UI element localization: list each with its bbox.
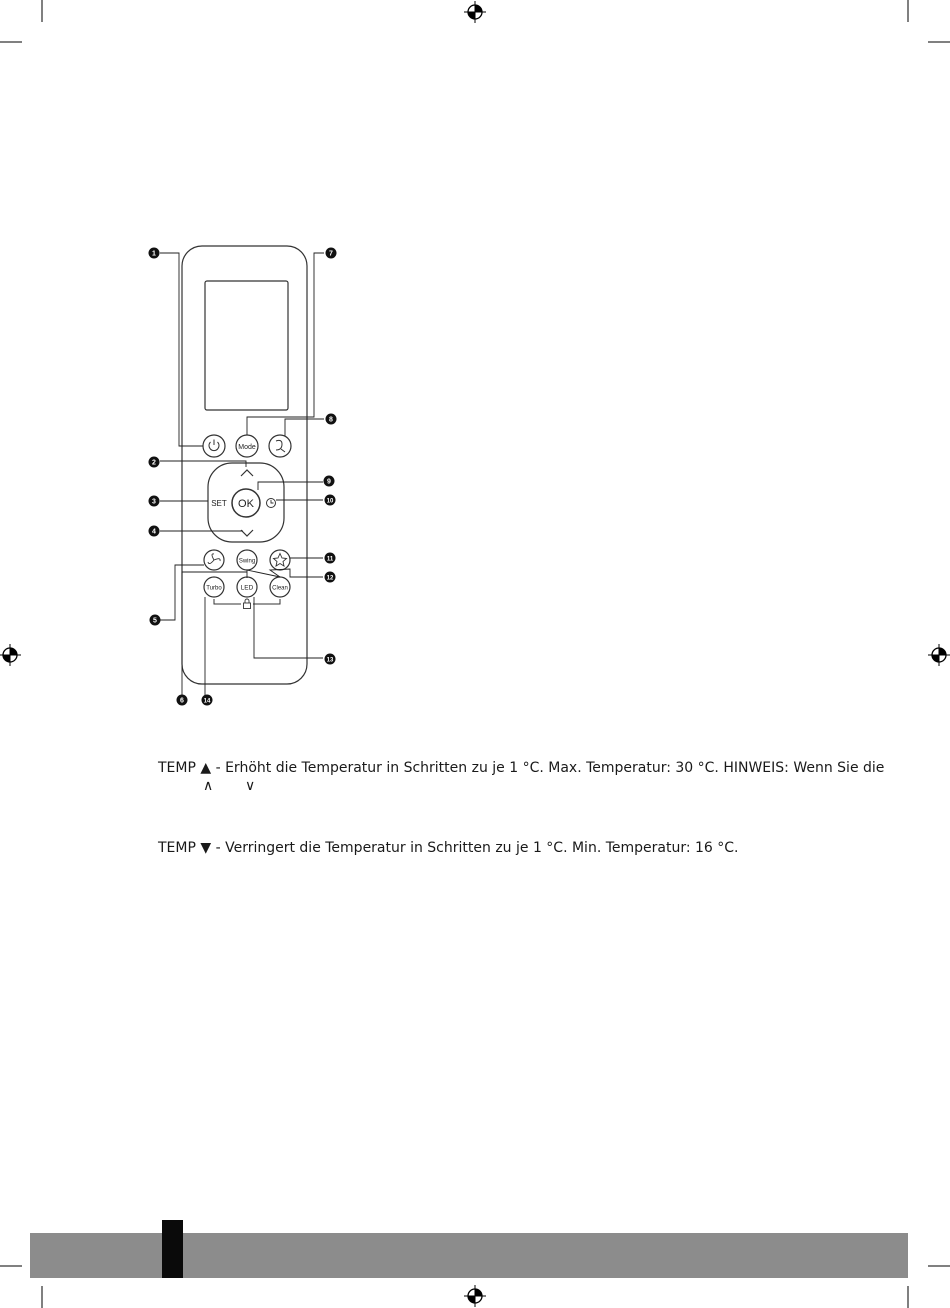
footer-tab-marker xyxy=(162,1220,183,1278)
fan-icon xyxy=(208,554,220,564)
chevron-up-icon xyxy=(241,470,253,476)
lock-icon xyxy=(244,599,251,609)
callout-14: 14 xyxy=(203,698,211,705)
callout-badges xyxy=(149,248,337,706)
callout-11: 11 xyxy=(326,556,334,563)
callout-4: 4 xyxy=(152,528,156,536)
callout-7: 7 xyxy=(329,250,333,258)
turbo-label: Turbo xyxy=(206,585,222,592)
sleep-button xyxy=(269,435,291,457)
registration-mark-bottom xyxy=(464,1285,486,1307)
swing-label: Swing xyxy=(238,558,256,565)
chevron-down-symbol: ∨ xyxy=(245,778,256,794)
remote-display xyxy=(205,281,288,410)
led-label: LED xyxy=(240,584,254,592)
ok-label: OK xyxy=(238,498,254,510)
callout-5: 5 xyxy=(153,617,157,625)
chevron-up-symbol: ∧ xyxy=(203,778,214,794)
registration-mark-right xyxy=(928,644,950,666)
clean-label: Clean xyxy=(272,585,288,592)
registration-mark-top xyxy=(464,1,486,23)
set-label: SET xyxy=(211,499,227,508)
callout-10: 10 xyxy=(326,498,334,505)
mode-label: Mode xyxy=(238,444,256,451)
callout-8: 8 xyxy=(329,416,333,424)
callout-1: 1 xyxy=(152,250,156,258)
callout-2: 2 xyxy=(152,459,156,467)
callout-13: 13 xyxy=(326,657,334,664)
callout-12: 12 xyxy=(326,575,334,582)
registration-mark-left xyxy=(0,644,21,666)
callout-9: 9 xyxy=(327,478,331,486)
star-icon xyxy=(274,554,287,567)
callout-3: 3 xyxy=(152,498,156,506)
temp-down-description: TEMP ▼ - Verringert die Temperatur in Schritten zu je 1 °C. Min. Temperatur: 16 °C. xyxy=(158,840,739,856)
power-button xyxy=(203,435,225,457)
temp-up-description: TEMP ▲ - Erhöht die Temperatur in Schritten zu je 1 °C. Max. Temperatur: 30 °C. HINWEIS: Wenn Sie die xyxy=(158,760,885,776)
callout-6: 6 xyxy=(180,697,184,705)
remote-control-illustration xyxy=(160,246,324,697)
